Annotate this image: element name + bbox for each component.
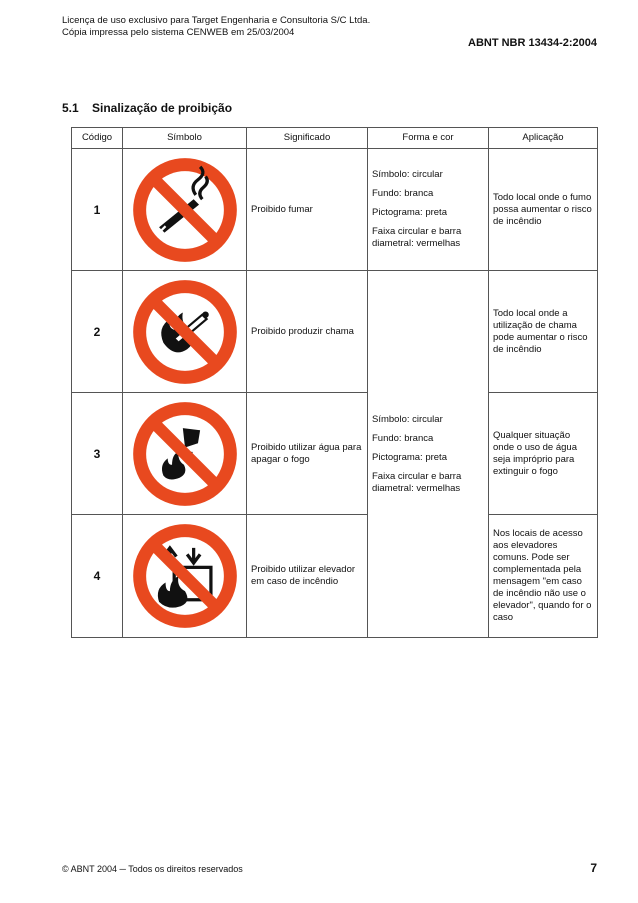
row-form-color bbox=[368, 271, 489, 638]
form-background: Fundo: branca bbox=[372, 188, 434, 199]
header-symbol: Símbolo bbox=[123, 128, 247, 149]
row-symbol bbox=[123, 271, 247, 393]
form-symbol: Símbolo: circular bbox=[372, 413, 443, 425]
no-water-extinguishing-icon bbox=[131, 400, 239, 508]
form-background: Fundo: branca bbox=[372, 432, 434, 444]
header-application: Aplicação bbox=[489, 128, 598, 149]
table-row bbox=[72, 149, 598, 271]
row-application: Todo local onde o fumo possa aumentar o risco de incêndio bbox=[489, 149, 598, 271]
row-code: 3 bbox=[72, 393, 123, 515]
table-row bbox=[72, 515, 598, 638]
row-meaning: Proibido fumar bbox=[247, 149, 368, 271]
row-code: 2 bbox=[72, 271, 123, 393]
form-symbol: Símbolo: circular bbox=[372, 169, 443, 180]
no-open-flame-icon bbox=[131, 278, 239, 386]
form-band: Faixa circular e barra diametral: vermelhas bbox=[372, 470, 462, 494]
row-application: Todo local onde a utilização de chama pode aumentar o risco de incêndio bbox=[489, 271, 598, 393]
form-band: Faixa circular e barra diametral: vermelhas bbox=[372, 226, 462, 249]
form-pictogram: Pictograma: preta bbox=[372, 207, 447, 218]
table-row bbox=[72, 271, 598, 393]
no-smoking-icon bbox=[131, 156, 239, 264]
license-line-2: Cópia impressa pelo sistema CENWEB em 25/03/2004 bbox=[62, 27, 295, 38]
header-form-color: Forma e cor bbox=[368, 128, 489, 149]
row-meaning: Proibido produzir chama bbox=[247, 271, 368, 393]
header-code: Código bbox=[72, 128, 123, 149]
no-elevator-in-fire-icon bbox=[131, 522, 239, 630]
row-application: Qualquer situação onde o uso de água seja impróprio para extinguir o fogo bbox=[489, 393, 598, 515]
footer-copyright: © ABNT 2004 ─ Todos os direitos reservados bbox=[62, 864, 243, 874]
standard-code: ABNT NBR 13434-2:2004 bbox=[468, 37, 597, 49]
prohibition-signs-table bbox=[71, 127, 598, 638]
license-notice bbox=[62, 15, 370, 39]
table-header-row bbox=[72, 128, 598, 149]
row-application: Nos locais de acesso aos elevadores comuns. Pode ser complementada pela mensagem "em caso de incêndio não use o elevador", quando for o caso bbox=[489, 515, 598, 638]
row-meaning: Proibido utilizar elevador em caso de incêndio bbox=[247, 515, 368, 638]
table-row bbox=[72, 393, 598, 515]
form-pictogram: Pictograma: preta bbox=[372, 451, 447, 463]
license-line-1: Licença de uso exclusivo para Target Engenharia e Consultoria S/C Ltda. bbox=[62, 15, 371, 26]
page-number: 7 bbox=[590, 861, 597, 875]
row-code: 1 bbox=[72, 149, 123, 271]
row-form-color bbox=[368, 149, 489, 271]
row-meaning: Proibido utilizar água para apagar o fogo bbox=[247, 393, 368, 515]
row-code: 4 bbox=[72, 515, 123, 638]
row-symbol bbox=[123, 149, 247, 271]
section-heading bbox=[62, 101, 232, 115]
header-meaning: Significado bbox=[247, 128, 368, 149]
section-number: 5.1 bbox=[62, 101, 79, 115]
row-symbol bbox=[123, 515, 247, 638]
section-title: Sinalização de proibição bbox=[92, 101, 233, 115]
row-symbol bbox=[123, 393, 247, 515]
